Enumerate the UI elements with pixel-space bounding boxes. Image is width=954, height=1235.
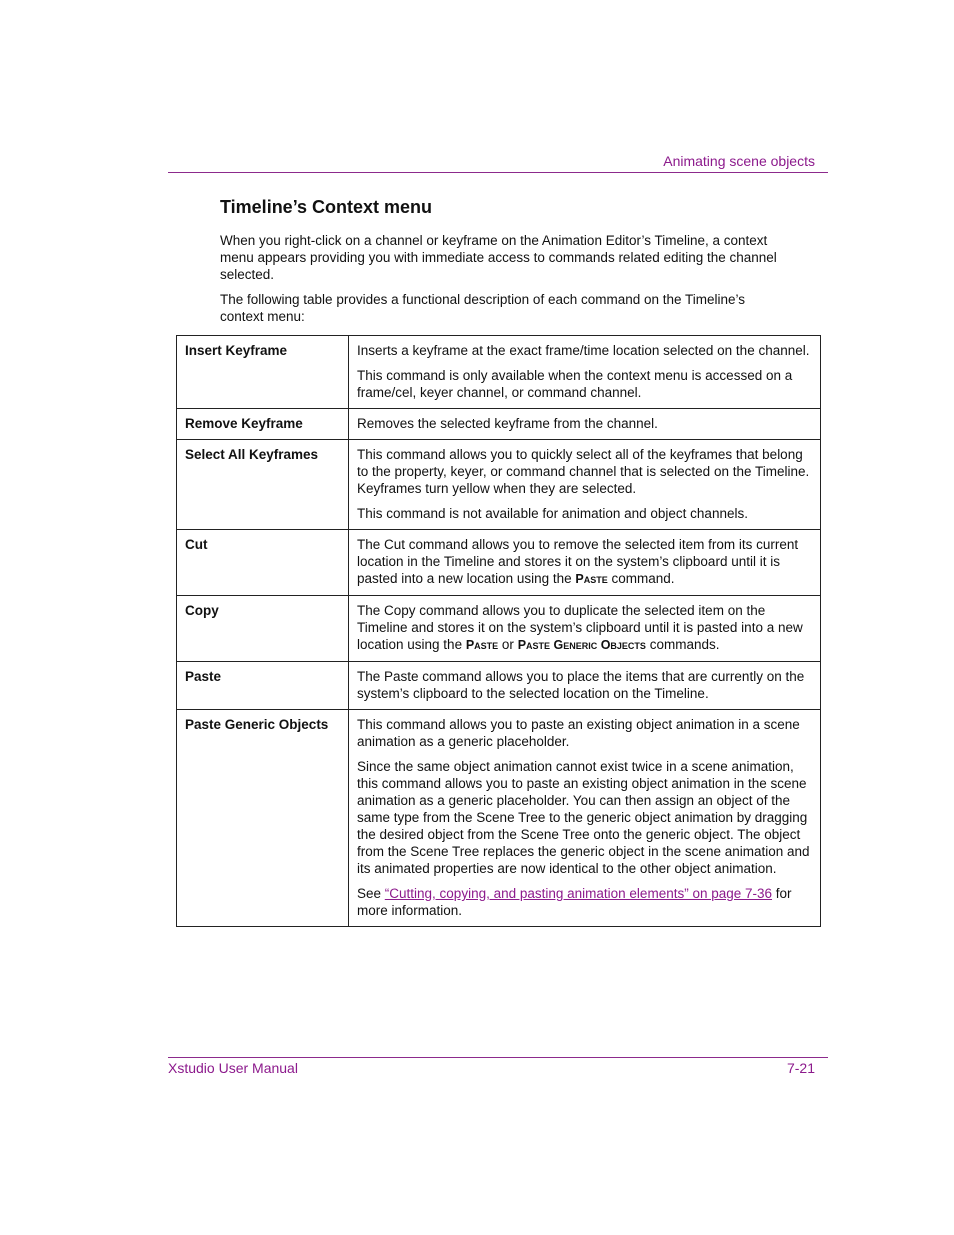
command-description xyxy=(349,336,821,409)
command-description xyxy=(349,662,821,710)
command-name: Paste Generic Objects xyxy=(177,710,349,927)
text-run: The Copy command allows you to duplicate the selected item on the Timeline and stores it on the system’s clipboard until it is pasted into a new location using the xyxy=(357,603,803,652)
table-row xyxy=(177,409,821,440)
intro-paragraph-1: When you right-click on a channel or keyframe on the Animation Editor’s Timeline, a context menu appears providing you with immediate access to commands related editing the channel selected. xyxy=(220,233,777,282)
table-row xyxy=(177,662,821,710)
command-description xyxy=(349,710,821,927)
description-paragraph: Inserts a keyframe at the exact frame/time location selected on the channel. xyxy=(357,343,810,358)
description-paragraph: This command allows you to quickly select all of the keyframes that belong to the property, keyer, or command channel that is selected on the Timeline. Keyframes turn yellow when they are selected. xyxy=(357,447,810,496)
description-paragraph xyxy=(357,602,812,654)
table-row xyxy=(177,530,821,596)
command-table xyxy=(176,335,821,927)
text-run: See xyxy=(357,886,385,901)
header-rule xyxy=(168,172,828,173)
table-row xyxy=(177,596,821,662)
description-paragraph: Since the same object animation cannot exist twice in a scene animation, this command allows you to paste an existing object animation in the scene animation as a generic placeholder. You can then assign an object of the same type from the Scene Tree to the generic object animation by dragging the desired object from the Scene Tree onto the generic object. The object from the Scene Tree replaces the generic object in the scene animation and its animated properties are now identical to the other object animation. xyxy=(357,759,810,876)
command-name: Select All Keyframes xyxy=(177,440,349,530)
page-title: Timeline’s Context menu xyxy=(220,197,433,217)
menu-command-ref: Paste xyxy=(465,638,499,652)
command-name: Cut xyxy=(177,530,349,596)
description-paragraph: The Paste command allows you to place the items that are currently on the system’s clipboard to the selected location on the Timeline. xyxy=(357,669,805,701)
command-name: Copy xyxy=(177,596,349,662)
command-description xyxy=(349,596,821,662)
intro-paragraph-2: The following table provides a functional description of each command on the Timeline’s context menu: xyxy=(220,292,746,324)
menu-command-ref: Paste xyxy=(575,572,608,586)
footer-manual-title: Xstudio User Manual xyxy=(168,1060,298,1076)
page-number: 7-21 xyxy=(786,1060,815,1076)
description-paragraph: Removes the selected keyframe from the channel. xyxy=(357,416,658,431)
text-run: commands. xyxy=(645,637,720,652)
description-paragraph: This command allows you to paste an existing object animation in a scene animation as a generic placeholder. xyxy=(357,717,800,749)
description-paragraph: This command is only available when the context menu is accessed on a frame/cel, keyer channel, or command channel. xyxy=(357,368,793,400)
table-row xyxy=(177,336,821,409)
command-name: Insert Keyframe xyxy=(177,336,349,409)
menu-command-ref: Paste Generic Objects xyxy=(517,638,646,652)
command-description xyxy=(349,440,821,530)
text-run: or xyxy=(498,637,518,652)
command-name: Remove Keyframe xyxy=(177,409,349,440)
footer-rule xyxy=(168,1057,828,1058)
text-run: command. xyxy=(607,571,675,586)
text-run: for more information. xyxy=(357,886,792,918)
table-row xyxy=(177,710,821,927)
cross-reference-link[interactable]: “Cutting, copying, and pasting animation elements” on page 7-36 xyxy=(384,886,773,901)
command-name: Paste xyxy=(177,662,349,710)
header-section-title: Animating scene objects xyxy=(663,153,815,169)
table-row xyxy=(177,440,821,530)
command-description xyxy=(349,409,821,440)
description-paragraph: This command is not available for animation and object channels. xyxy=(357,506,748,521)
text-run: The Cut command allows you to remove the selected item from its current location in the Timeline and stores it on the system’s clipboard until it is pasted into a new location using the xyxy=(357,537,799,586)
description-paragraph xyxy=(357,536,812,588)
command-description xyxy=(349,530,821,596)
description-paragraph xyxy=(357,885,812,919)
